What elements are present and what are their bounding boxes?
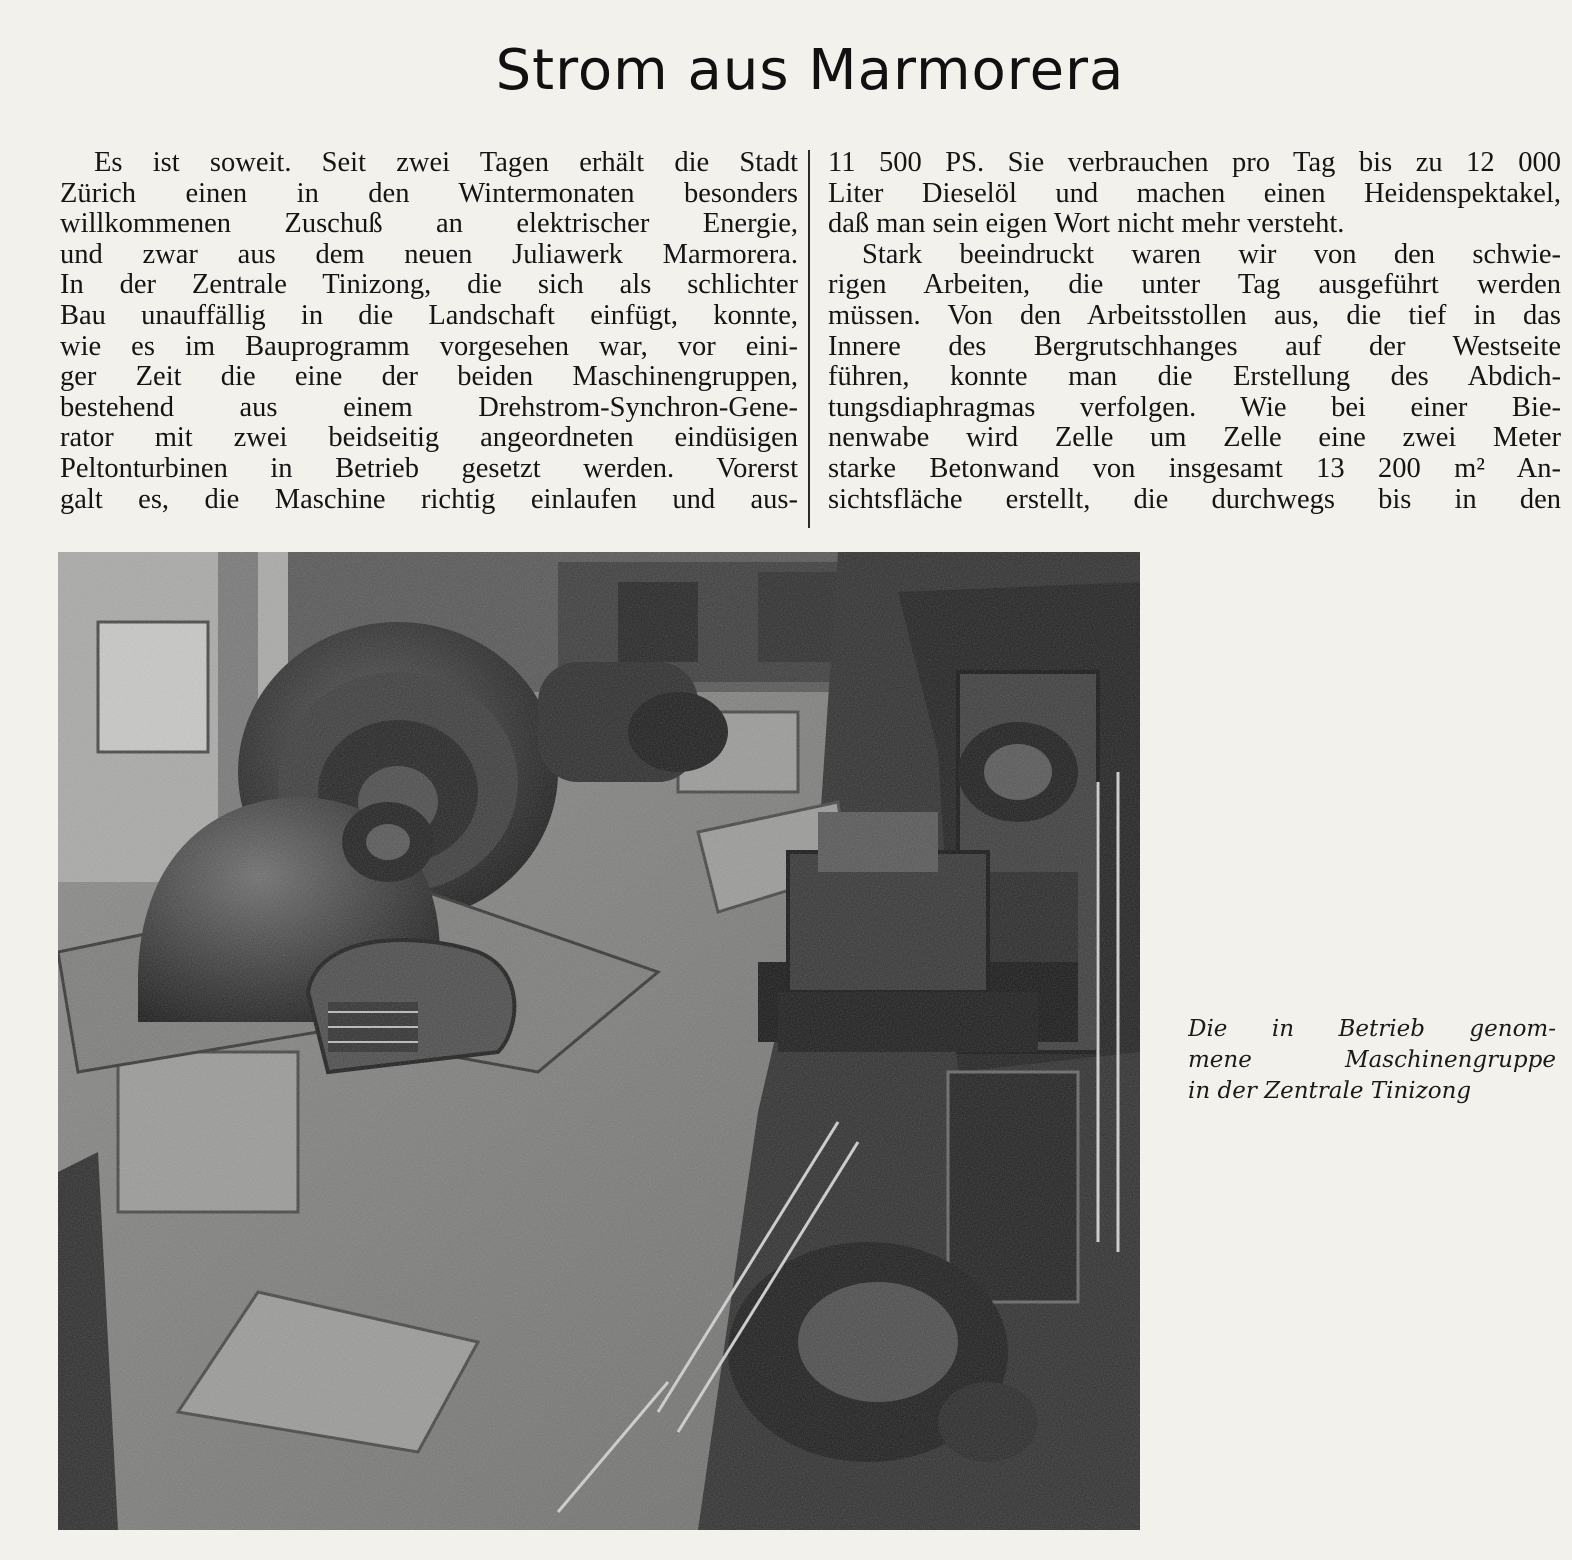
- right-line-12: sichtsfläche erstellt, die durchwegs bis in den: [828, 484, 1561, 515]
- left-line-10: rator mit zwei beidseitig angeordneten eindüsigen: [60, 423, 798, 454]
- right-line-9: tungsdiaphragmas verfolgen. Wie bei einer Bie-: [828, 392, 1561, 423]
- right-line-3: daß man sein eigen Wort nicht mehr versteht.: [828, 209, 1345, 240]
- left-line-9: bestehend aus einem Drehstrom-Synchron-Gene-: [60, 392, 798, 423]
- left-line-5: In der Zentrale Tinizong, die sich als schlichter: [60, 270, 798, 301]
- caption-line-3: in der Zentrale Tinizong: [1188, 1078, 1472, 1104]
- right-line-6: müssen. Von den Arbeitsstollen aus, die tief in das: [828, 300, 1561, 331]
- right-line-7: Innere des Bergrutschhanges auf der Westseite: [828, 331, 1561, 362]
- caption-line-2: mene Maschinengruppe: [1188, 1047, 1556, 1073]
- left-line-6: Bau unauffällig in die Landschaft einfügt, konnte,: [60, 300, 798, 331]
- right-line-10: nenwabe wird Zelle um Zelle eine zwei Meter: [828, 423, 1561, 454]
- photo-caption: [1188, 1014, 1556, 1107]
- left-line-7: wie es im Bauprogramm vorgesehen war, vor eini-: [60, 331, 798, 362]
- left-line-4: und zwar aus dem neuen Juliawerk Marmorera.: [60, 239, 798, 270]
- right-line-8: führen, konnte man die Erstellung des Abdich-: [828, 362, 1561, 393]
- left-line-12: galt es, die Maschine richtig einlaufen und aus-: [60, 484, 798, 515]
- machine-hall-photo: [58, 552, 1140, 1530]
- left-line-8: ger Zeit die eine der beiden Maschinengruppen,: [60, 362, 798, 393]
- machine-hall-illustration: [58, 552, 1140, 1530]
- right-line-5: rigen Arbeiten, die unter Tag ausgeführt werden: [828, 270, 1561, 301]
- right-line-2: Liter Dieselöl und machen einen Heidenspektakel,: [828, 178, 1561, 209]
- right-line-11: starke Betonwand von insgesamt 13 200 m² An-: [828, 453, 1561, 484]
- right-column: [828, 148, 1561, 515]
- article-title: Strom aus Marmorera: [495, 38, 1125, 103]
- left-line-1: Es ist soweit. Seit zwei Tagen erhält die Stadt: [94, 148, 798, 178]
- left-column: [60, 148, 798, 515]
- column-divider: [808, 150, 810, 528]
- left-line-2: Zürich einen in den Wintermonaten besonders: [60, 178, 798, 209]
- left-line-11: Peltonturbinen in Betrieb gesetzt werden. Vorerst: [60, 453, 798, 484]
- right-line-4: Stark beeindruckt waren wir von den schwie-: [862, 239, 1561, 270]
- left-line-3: willkommenen Zuschuß an elektrischer Energie,: [60, 209, 798, 240]
- right-line-1: 11 500 PS. Sie verbrauchen pro Tag bis zu 12 000: [828, 148, 1561, 178]
- caption-line-1: Die in Betrieb genom-: [1188, 1016, 1556, 1042]
